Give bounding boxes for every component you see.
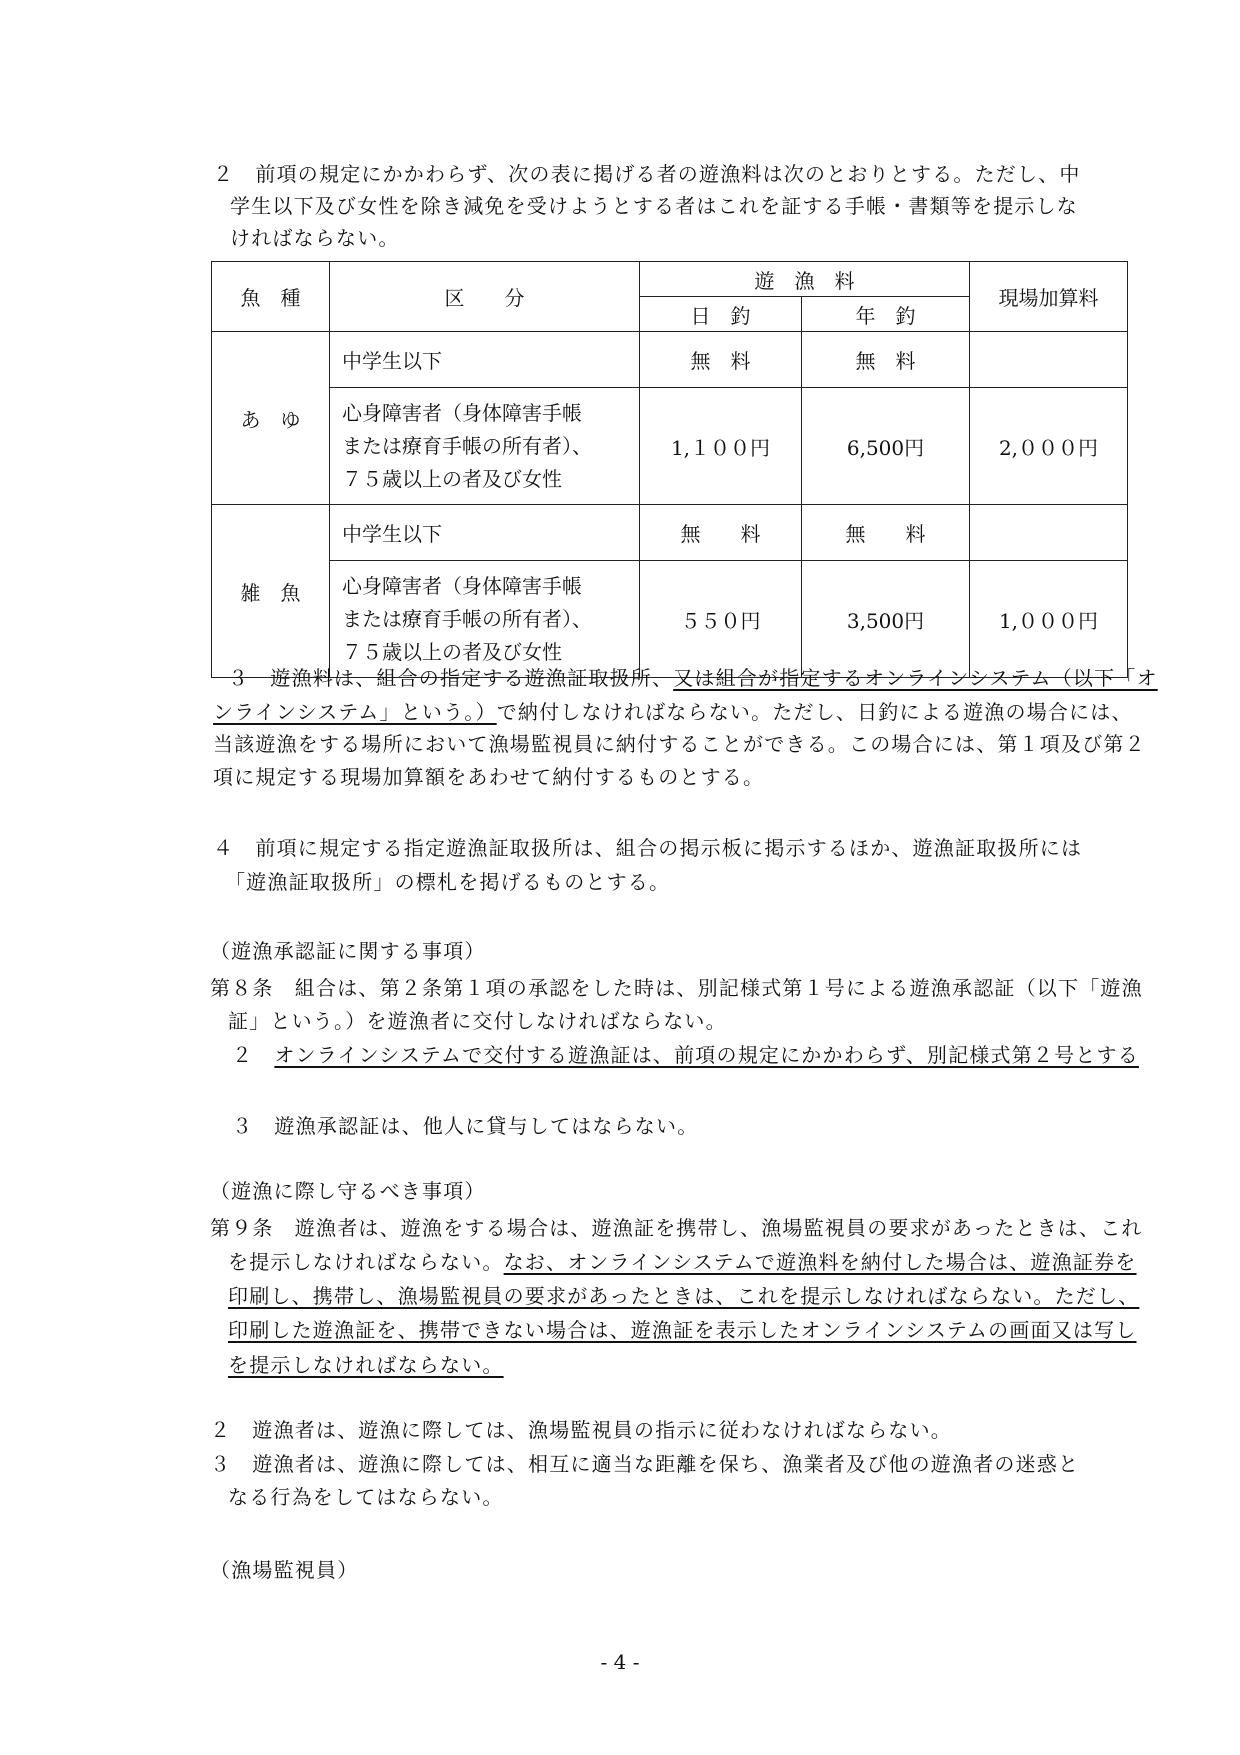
art8-line2: 証」という。）を遊漁者に交付しなければならない。 <box>228 1009 727 1033</box>
art8-line1: 第８条 組合は、第２条第１項の承認をした時は、別記様式第１号による遊漁承認証（以下「遊漁 <box>210 976 1143 1000</box>
annual-fee-cell: 無 料 <box>802 505 970 561</box>
header-category: 区 分 <box>330 262 640 332</box>
header-fish: 魚 種 <box>212 262 330 332</box>
para3-line1 <box>228 662 1158 694</box>
daily-fee-cell: 無 料 <box>640 505 802 561</box>
category-line: ７５歳以上の者及び女性 <box>342 466 562 491</box>
art9-line3: 印刷し、携帯し、漁場監視員の要求があったときは、これを提示しなければならない。ただし、 <box>228 1284 1140 1308</box>
category-line: または療育手帳の所有者）、 <box>342 433 592 458</box>
para2-line2: 学生以下及び女性を除き減免を受けようとする者はこれを証する手帳・書類等を提示しな <box>230 194 1078 218</box>
art9-line5: を提示しなければならない。 <box>228 1353 504 1377</box>
category-cell <box>330 561 640 678</box>
art9-line4: 印刷した遊漁証を、携帯できない場合は、遊漁証を表示したオンラインシステムの画面又は写し <box>228 1318 1137 1342</box>
art9-para3-line1: ３ 遊漁者は、遊漁に際しては、相互に適当な距離を保ち、漁業者及び他の遊漁者の迷惑と <box>210 1452 1080 1476</box>
art9-heading: （遊漁に際し守るべき事項） <box>210 1179 486 1203</box>
header-onsite: 現場加算料 <box>970 262 1128 332</box>
art8-para2-number: ２ <box>232 1043 275 1067</box>
art9-line1: 第９条 遊漁者は、遊漁をする場合は、遊漁証を携帯し、漁場監視員の要求があったときは、これ <box>210 1216 1143 1240</box>
art8-para2 <box>232 1039 1139 1071</box>
para3-line1-text: ３ 遊漁料は、組合の指定する遊漁証取扱所、 <box>228 666 674 690</box>
art9-line2 <box>228 1246 1137 1278</box>
art8-heading: （遊漁承認証に関する事項） <box>210 939 486 963</box>
daily-fee-cell: 1,１００円 <box>640 388 802 505</box>
onsite-fee-cell: 1,０００円 <box>970 561 1128 678</box>
table-row <box>212 332 1128 388</box>
category-cell <box>330 388 640 505</box>
category-line: または療育手帳の所有者）、 <box>342 606 592 631</box>
art8-para3: ３ 遊漁承認証は、他人に貸与してはならない。 <box>232 1114 699 1138</box>
para3-line2-text: で納付しなければならない。ただし、日釣による遊漁の場合には、 <box>496 700 1133 724</box>
header-fee: 遊 漁 料 <box>640 262 970 297</box>
table-row <box>212 505 1128 561</box>
fee-table <box>211 261 1128 678</box>
header-daily: 日 釣 <box>640 297 802 332</box>
art9-para3-line2: なる行為をしてはならない。 <box>228 1485 504 1509</box>
onsite-fee-cell <box>970 332 1128 388</box>
art9-line2-text: を提示しなければならない。 <box>228 1250 504 1274</box>
fish-cell: あ ゆ <box>212 332 330 505</box>
onsite-fee-cell <box>970 505 1128 561</box>
para3-line2-underlined: ンラインシステム」という。） <box>213 700 497 724</box>
daily-fee-cell: ５５０円 <box>640 561 802 678</box>
para3-line1-underlined: 又は組合が指定するオンラインシステム（以下「オ <box>673 666 1158 690</box>
para3-line4: 項に規定する現場加算額をあわせて納付するものとする。 <box>213 765 765 789</box>
para3-line3: 当該遊漁をする場所において漁場監視員に納付することができる。この場合には、第１項及び第２ <box>213 732 1146 756</box>
art10-heading: （漁場監視員） <box>210 1558 359 1582</box>
annual-fee-cell: 無 料 <box>802 332 970 388</box>
fish-cell: 雑 魚 <box>212 505 330 678</box>
category-cell: 中学生以下 <box>330 332 640 388</box>
table-row <box>212 388 1128 505</box>
category-cell: 中学生以下 <box>330 505 640 561</box>
category-line: 心身障害者（身体障害手帳 <box>342 573 582 598</box>
art9-para2: ２ 遊漁者は、遊漁に際しては、漁場監視員の指示に従わなければならない。 <box>210 1418 952 1442</box>
onsite-fee-cell: 2,０００円 <box>970 388 1128 505</box>
annual-fee-cell: 6,500円 <box>802 388 970 505</box>
art8-para2-underlined: オンラインシステムで交付する遊漁証は、前項の規定にかかわらず、別記様式第２号とする <box>274 1043 1139 1067</box>
daily-fee-cell: 無 料 <box>640 332 802 388</box>
table-row <box>212 561 1128 678</box>
para4-line1: ４ 前項に規定する指定遊漁証取扱所は、組合の掲示板に掲示するほか、遊漁証取扱所には <box>213 836 1083 860</box>
page-number: - 4 - <box>600 1650 640 1674</box>
category-line: 心身障害者（身体障害手帳 <box>342 400 582 425</box>
para2-line1: ２ 前項の規定にかかわらず、次の表に掲げる者の遊漁料は次のとおりとする。ただし、中 <box>213 162 1081 186</box>
art9-line2-underlined: なお、オンラインシステムで遊漁料を納付した場合は、遊漁証券を <box>503 1250 1137 1274</box>
category-line: ７５歳以上の者及び女性 <box>342 639 562 664</box>
header-annual: 年 釣 <box>802 297 970 332</box>
para2-line3: ければならない。 <box>230 226 400 250</box>
para3-line2 <box>213 696 1133 728</box>
para4-line2: 「遊漁証取扱所」の標札を掲げるものとする。 <box>225 870 671 894</box>
annual-fee-cell: 3,500円 <box>802 561 970 678</box>
